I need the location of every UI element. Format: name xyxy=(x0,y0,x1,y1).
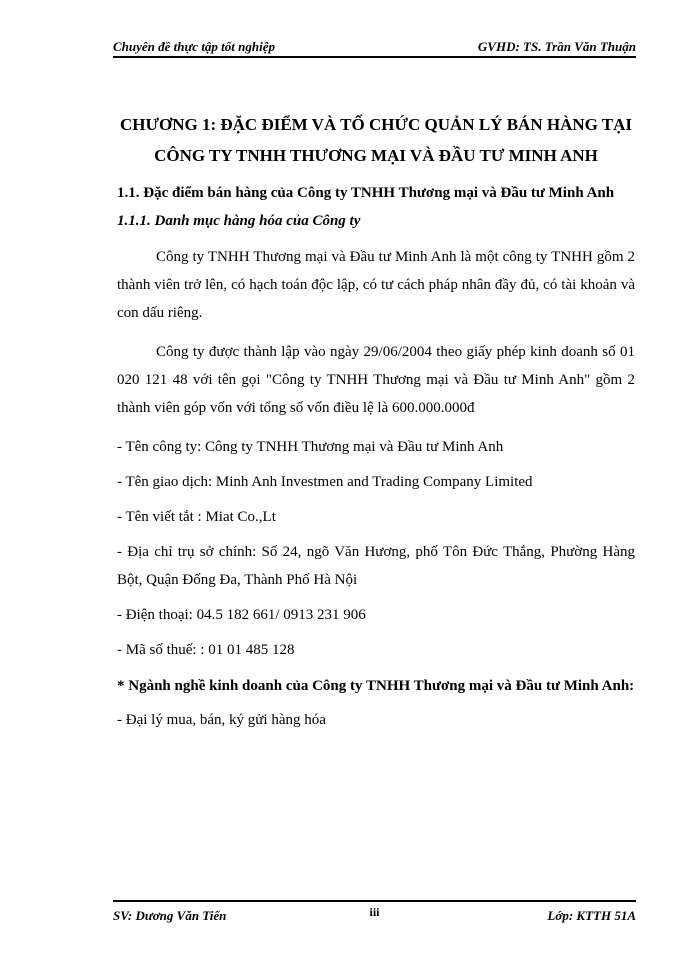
paragraph: Công ty được thành lập vào ngày 29/06/2004 theo giấy phép kinh doanh số 01 020 121 48 với tên gọi "Công ty TNHH Thương mại và Đầu tư Minh Anh" gồm 2 thành viên góp vốn với tổng số vốn điều lệ là 600.000.000đ xyxy=(117,344,635,416)
page-number: iii xyxy=(369,905,380,919)
info-item-abbreviation: - Tên viết tắt : Miat Co.,Lt xyxy=(117,509,276,525)
footer-class: Lớp: KTTH 51A xyxy=(547,908,636,923)
info-item-tax-code: - Mã số thuế: : 01 01 485 128 xyxy=(117,642,295,658)
info-item-address: - Địa chỉ trụ sở chính: Số 24, ngõ Văn Hương, phố Tôn Đức Thắng, Phường Hàng Bột, Quận Đống Đa, Thành Phố Hà Nội xyxy=(117,544,635,588)
info-item-trade-name: - Tên giao dịch: Minh Anh Investmen and Trading Company Limited xyxy=(117,474,533,490)
paragraph: Công ty TNHH Thương mại và Đầu tư Minh Anh là một công ty TNHH gồm 2 thành viên trở lên, có hạch toán độc lập, có tư cách pháp nhân đầy đủ, có tài khoản và con dấu riêng. xyxy=(117,249,635,321)
chapter-title: CHƯƠNG 1: ĐẶC ĐIỂM VÀ TỔ CHỨC QUẢN LÝ BÁN HÀNG TẠI CÔNG TY TNHH THƯƠNG MẠI VÀ ĐẦU TƯ MINH ANH xyxy=(119,115,633,165)
section-heading-1-1-1: 1.1.1. Danh mục hàng hóa của Công ty xyxy=(117,213,361,229)
page-footer xyxy=(113,900,636,926)
business-item: - Đại lý mua, bán, ký gửi hàng hóa xyxy=(117,712,326,728)
footer-student: SV: Dương Văn Tiến xyxy=(113,908,227,923)
header-supervisor: GVHD: TS. Trần Văn Thuận xyxy=(477,39,636,54)
section-heading-1-1: 1.1. Đặc điểm bán hàng của Công ty TNHH Thương mại và Đầu tư Minh Anh xyxy=(117,185,615,201)
page-header xyxy=(113,36,636,58)
page-body xyxy=(117,109,635,741)
header-course-title: Chuyên đề thực tập tốt nghiệp xyxy=(113,39,275,54)
business-lines-heading: * Ngành nghề kinh doanh của Công ty TNHH Thương mại và Đầu tư Minh Anh: xyxy=(117,678,635,694)
info-item-phone: - Điện thoại: 04.5 182 661/ 0913 231 906 xyxy=(117,607,366,623)
info-item-company-name: - Tên công ty: Công ty TNHH Thương mại và Đầu tư Minh Anh xyxy=(117,439,504,455)
